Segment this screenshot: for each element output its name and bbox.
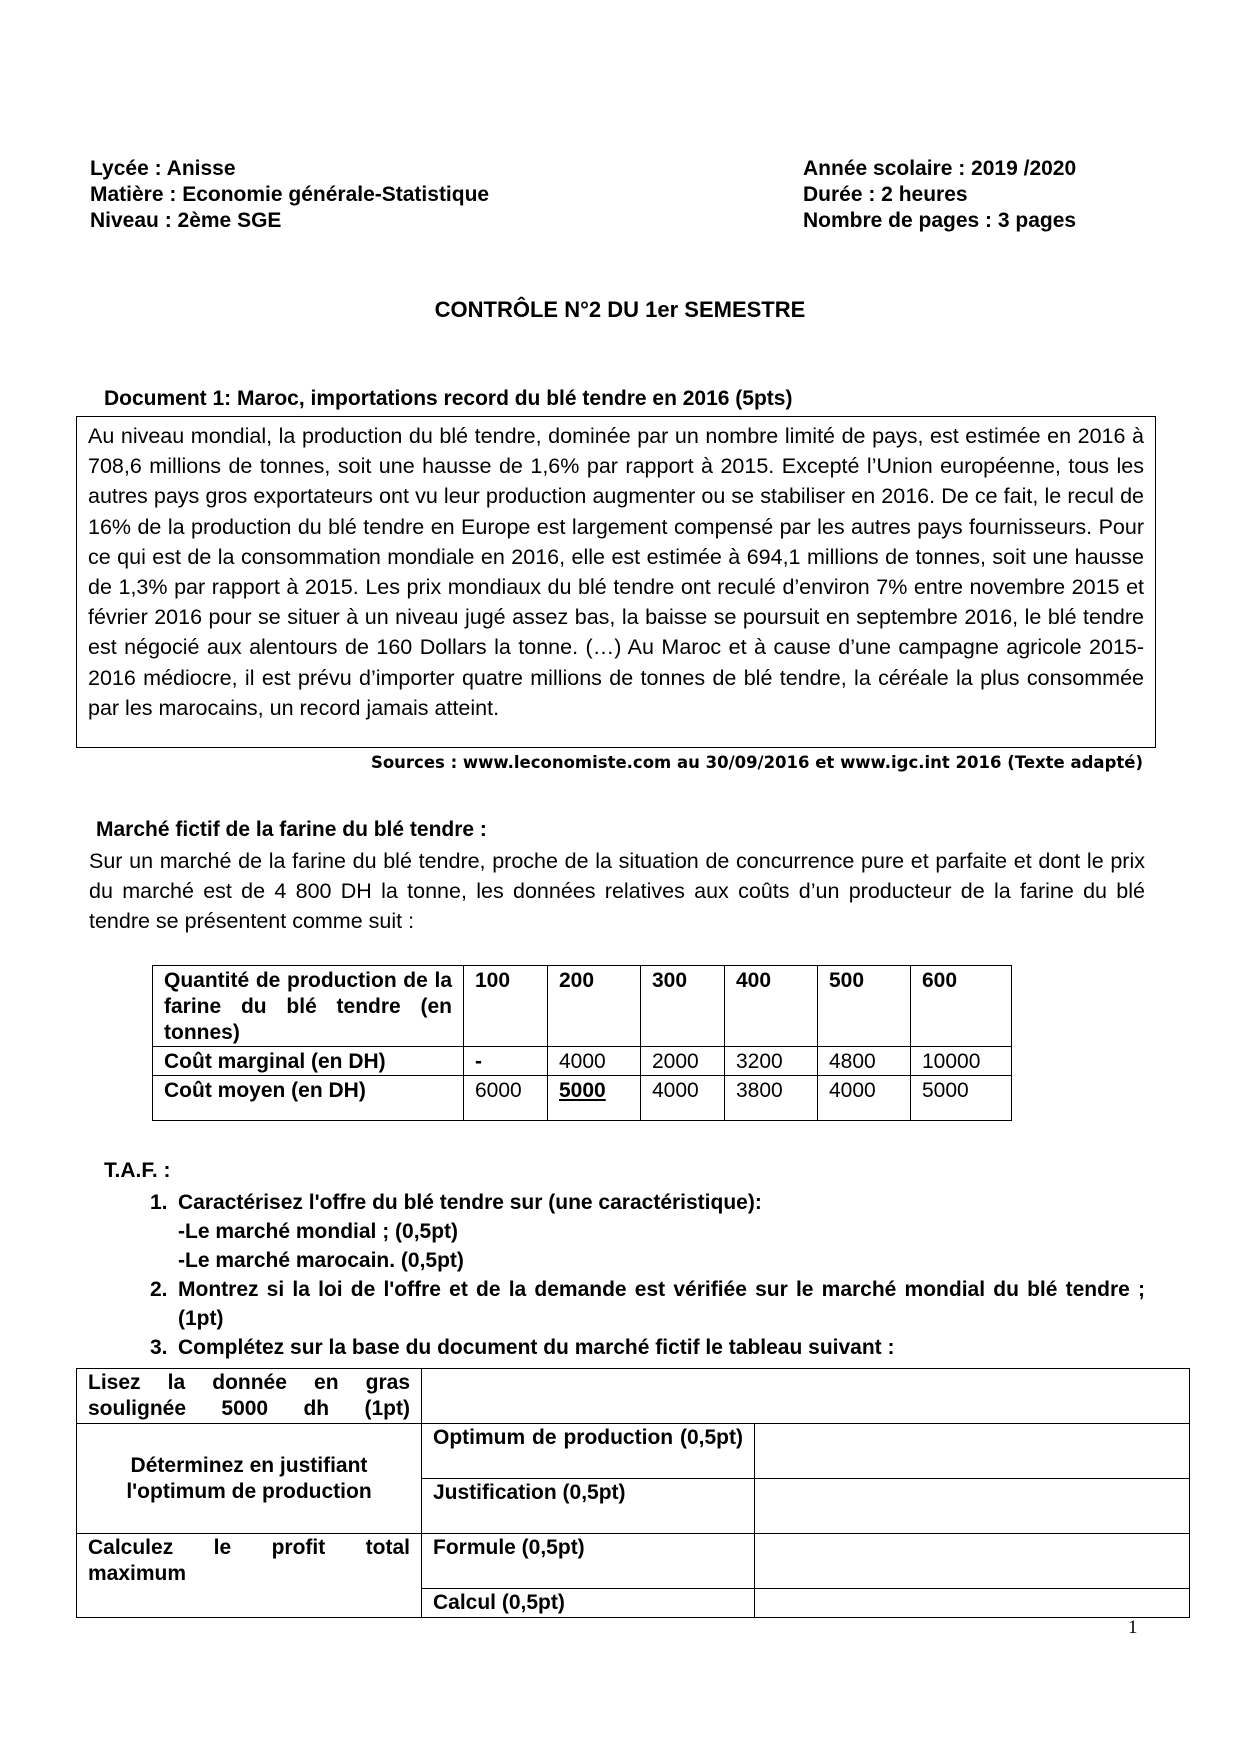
table-row xyxy=(153,1076,1012,1121)
calcul-label: Calcul (0,5pt) xyxy=(422,1589,755,1618)
header-right xyxy=(803,156,1076,234)
answer-cell-calcul[interactable] xyxy=(755,1589,1190,1618)
question-1-sub-2: -Le marché marocain. (0,5pt) xyxy=(178,1249,464,1272)
answer-table xyxy=(76,1368,1190,1618)
table-cell: 100 xyxy=(464,966,548,1047)
header-left xyxy=(90,156,489,234)
market-text: Sur un marché de la farine du blé tendre, proche de la situation de concurrence pure et parfaite et dont le prix du marché est de 4 800 DH la tonne, les données relatives aux coûts d’un producteur de la farine du blé tendre se présentent comme suit : xyxy=(89,849,1145,933)
table-row xyxy=(77,1424,1190,1479)
table-cell: 4000 xyxy=(818,1076,911,1121)
answer-cell-justification[interactable] xyxy=(755,1479,1190,1534)
document1-source: Sources : www.leconomiste.com au 30/09/2016 et www.igc.int 2016 (Texte adapté) xyxy=(370,753,1143,772)
market-title: Marché fictif de la farine du blé tendre : xyxy=(96,818,487,841)
table-cell: 600 xyxy=(911,966,1012,1047)
table-cell: 300 xyxy=(641,966,725,1047)
table-cell: 400 xyxy=(725,966,818,1047)
page-count: Nombre de pages : 3 pages xyxy=(803,209,1077,232)
table-cell: 500 xyxy=(818,966,911,1047)
question-3-text: Complétez sur la base du document du marché fictif le tableau suivant : xyxy=(178,1336,895,1359)
table-cell: 200 xyxy=(548,966,641,1047)
document1-title: Document 1: Maroc, importations record du blé tendre en 2016 (5pts) xyxy=(104,387,793,410)
duration: Durée : 2 heures xyxy=(803,183,968,206)
school-name: Lycée : Anisse xyxy=(90,157,236,180)
cost-table xyxy=(152,965,1012,1121)
answer-row-read-label: Lisez la donnée en gras soulignée 5000 dh (1pt) xyxy=(77,1369,422,1424)
marginal-label: Coût marginal (en DH) xyxy=(153,1047,464,1076)
question-3: 3. Complétez sur la base du document du marché fictif le tableau suivant : xyxy=(150,1336,895,1359)
table-cell: 6000 xyxy=(464,1076,548,1121)
question-2-text: Montrez si la loi de l'offre et de la demande est vérifiée sur le marché mondial du blé tendre ; (1pt) xyxy=(178,1278,1145,1330)
taf-label: T.A.F. : xyxy=(104,1159,171,1182)
table-cell: - xyxy=(464,1047,548,1076)
answer-cell-formule[interactable] xyxy=(755,1534,1190,1589)
average-label: Coût moyen (en DH) xyxy=(153,1076,464,1121)
justification-label: Justification (0,5pt) xyxy=(422,1479,755,1534)
answer-row-optimum-label: Déterminez en justifiant l'optimum de production xyxy=(77,1424,422,1534)
formule-label: Formule (0,5pt) xyxy=(422,1534,755,1589)
level: Niveau : 2ème SGE xyxy=(90,209,282,232)
optimum-label: Optimum de production (0,5pt) xyxy=(422,1424,755,1479)
page-title: CONTRÔLE N°2 DU 1er SEMESTRE xyxy=(434,297,806,322)
table-cell: 4000 xyxy=(548,1047,641,1076)
subject: Matière : Economie générale-Statistique xyxy=(90,183,490,206)
answer-cell-read[interactable] xyxy=(422,1369,1190,1424)
table-cell: 4800 xyxy=(818,1047,911,1076)
highlighted-cell: 5000 xyxy=(548,1076,641,1121)
table-cell: 3200 xyxy=(725,1047,818,1076)
question-1-text: Caractérisez l'offre du blé tendre sur (une caractéristique): xyxy=(178,1191,762,1214)
page-number: 1 xyxy=(1128,1617,1138,1638)
table-row xyxy=(153,966,1012,1047)
answer-row-profit-label: Calculez le profit total maximum xyxy=(77,1534,422,1618)
table-row xyxy=(77,1369,1190,1424)
school-year: Année scolaire : 2019 /2020 xyxy=(803,157,1077,180)
table-cell: 5000 xyxy=(911,1076,1012,1121)
answer-cell-optimum[interactable] xyxy=(755,1424,1190,1479)
question-2: 2. Montrez si la loi de l'offre et de la demande est vérifiée sur le marché mondial du blé tendre ; (1pt) xyxy=(150,1278,1145,1330)
question-1: 1. Caractérisez l'offre du blé tendre sur (une caractéristique): -Le marché mondial ; (0,5pt) -Le marché marocain. (0,5pt) xyxy=(150,1188,1145,1275)
table-cell: 2000 xyxy=(641,1047,725,1076)
table-cell: 10000 xyxy=(911,1047,1012,1076)
document1-text: Au niveau mondial, la production du blé tendre, dominée par un nombre limité de pays, est estimée en 2016 à 708,6 millions de tonnes, soit une hausse de 1,6% par rapport à 2015. Excepté l’Union européenne, tous les autres pays gros exportateurs ont vu leur production augmenter ou se stabiliser en 2016. De ce fait, le recul de 16% de la production du blé tendre en Europe est largement compensé par les autres pays fournisseurs. Pour ce qui est de la consommation mondiale en 2016, elle est estimée à 694,1 millions de tonnes, soit une hausse de 1,3% par rapport à 2015. Les prix mondiaux du blé tendre ont reculé d’environ 7% entre novembre 2015 et février 2016 pour se situer à un niveau jugé assez bas, la baisse se poursuit en septembre 2016, le blé tendre est négocié aux alentours de 160 Dollars la tonne. (…) Au Maroc et à cause d’une campagne agricole 2015-2016 médiocre, il est prévu d’importer quatre millions de tonnes de blé tendre, la céréale la plus consommée par les marocains, un record jamais atteint. xyxy=(76,416,1156,748)
table-row xyxy=(77,1534,1190,1589)
table-cell: 4000 xyxy=(641,1076,725,1121)
table-cell: 3800 xyxy=(725,1076,818,1121)
table-row xyxy=(153,1047,1012,1076)
quantity-label: Quantité de production de la farine du blé tendre (en tonnes) xyxy=(153,966,464,1047)
question-1-sub-1: -Le marché mondial ; (0,5pt) xyxy=(178,1220,459,1243)
question-list xyxy=(150,1188,1145,1362)
